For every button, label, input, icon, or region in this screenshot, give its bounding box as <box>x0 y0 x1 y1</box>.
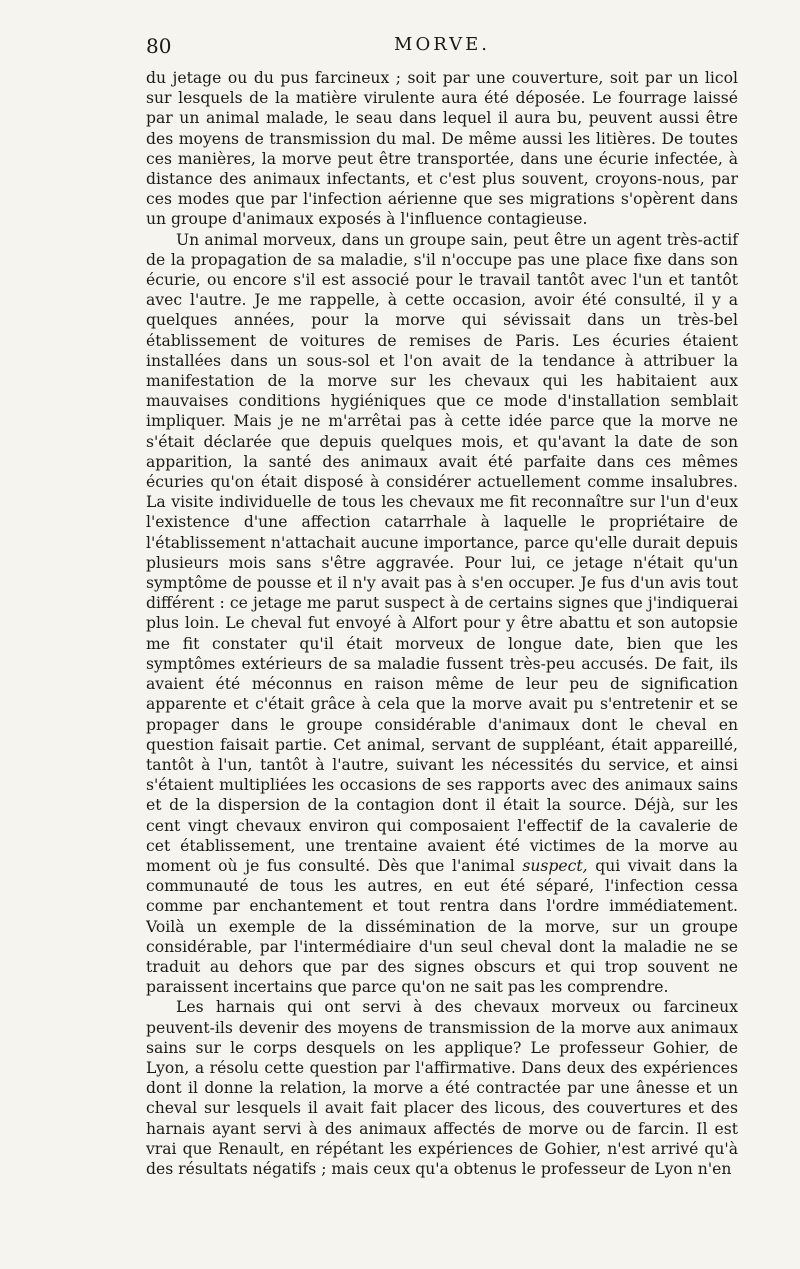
italic-word-suspect: suspect, <box>522 856 588 875</box>
paragraph-2-text-b: qui vivait dans la communauté de tous les autres, en eut été séparé, l'infection cessa comme par enchantement et tout rentra dans l'ordre immédiatement. Voilà un exemple de la dissémination de la morve, sur un groupe considérable, par l'intermédiaire d'un seul cheval dont la maladie ne se traduit au dehors que par des signes obscurs et qui trop souvent ne paraissent incertains que parce qu'on ne sait pas les comprendre. <box>146 856 738 997</box>
page-header <box>146 34 738 64</box>
running-title: MORVE. <box>394 34 490 55</box>
body-text <box>146 68 738 1179</box>
paragraph-2 <box>146 230 738 998</box>
paragraph-3: Les harnais qui ont servi à des chevaux morveux ou farcineux peuvent-ils devenir des moyens de transmission de la morve aux animaux sains sur le corps desquels on les applique? Le professeur Gohier, de Lyon, a résolu cette question par l'affirmative. Dans deux des expériences dont il donne la relation, la morve a été contractée par une ânesse et un cheval sur lesquels il avait fait placer des licous, des couvertures et des harnais ayant servi à des animaux affectés de morve ou de farcin. Il est vrai que Renault, en répétant les expériences de Gohier, n'est arrivé qu'à des résultats négatifs ; mais ceux qu'a obtenus le professeur de Lyon n'en <box>146 998 738 1178</box>
paragraph-1: du jetage ou du pus farcineux ; soit par une couverture, soit par un licol sur lesquels de la matière virulente aura été déposée. Le fourrage laissé par un animal malade, le seau dans lequel il aura bu, peuvent aussi être des moyens de transmission du mal. De même aussi les litières. De toutes ces manières, la morve peut être transportée, dans une écurie infectée, à distance des animaux infectants, et c'est plus souvent, croyons-nous, par ces modes que par l'infection aérienne que ses migrations s'opèrent dans un groupe d'animaux exposés à l'influence contagieuse. <box>146 69 738 229</box>
paragraph-2-text-a: Un animal morveux, dans un groupe sain, peut être un agent très-actif de la propagation de sa maladie, s'il n'occupe pas une place fixe dans son écurie, ou encore s'il est associé pour le travail tantôt avec l'un et tantôt avec l'autre. Je me rappelle, à cette occasion, avoir été consulté, il y a quelques années, pour la morve qui sévissait dans un très-bel établissement de voitures de remises de Paris. Les écuries étaient installées dans un sous-sol et l'on avait de la tendance à attribuer la manifestation de la morve sur les chevaux qui les habitaient aux mauvaises conditions hygiéniques que ce mode d'installation semblait impliquer. Mais je ne m'arrêtai pas à cette idée parce que la morve ne s'était déclarée que depuis quelques mois, et qu'avant la date de son apparition, la santé des animaux avait été parfaite dans ces mêmes écuries qu'on était disposé à considérer actuellement comme insalubres. La visite individuelle de tous les chevaux me fit reconnaître sur l'un d'eux l'existence d'une affection catarrhale à laquelle le propriétaire de l'établissement n'attachait aucune importance, parce qu'elle durait depuis plusieurs mois sans s'être aggravée. Pour lui, ce jetage n'était qu'un symptôme de pousse et il n'y avait pas à s'en occuper. Je fus d'un avis tout différent : ce jetage me parut suspect à de certains signes que j'indiquerai plus loin. Le cheval fut envoyé à Alfort pour y être abattu et son autopsie me fit constater qu'il était morveux de longue date, bien que les symptômes extérieurs de sa maladie fussent très-peu accusés. De fait, ils avaient été méconnus en raison même de leur peu de signification apparente et c'était grâce à cela que la morve avait pu s'entretenir et se propager dans le groupe considérable d'animaux dont le cheval en question faisait partie. Cet animal, servant de suppléant, était appareillé, tantôt à l'un, tantôt à l'autre, suivant les nécessités du service, et ainsi s'étaient multipliées les occasions de ses rapports avec des animaux sains et de la dispersion de la contagion dont il était la source. Déjà, sur les cent vingt chevaux environ qui composaient l'effectif de la cavalerie de cet établissement, une trentaine avaient été victimes de la morve au moment où je fus consulté. Dès que l'animal <box>146 230 738 875</box>
page-number: 80 <box>146 34 172 58</box>
